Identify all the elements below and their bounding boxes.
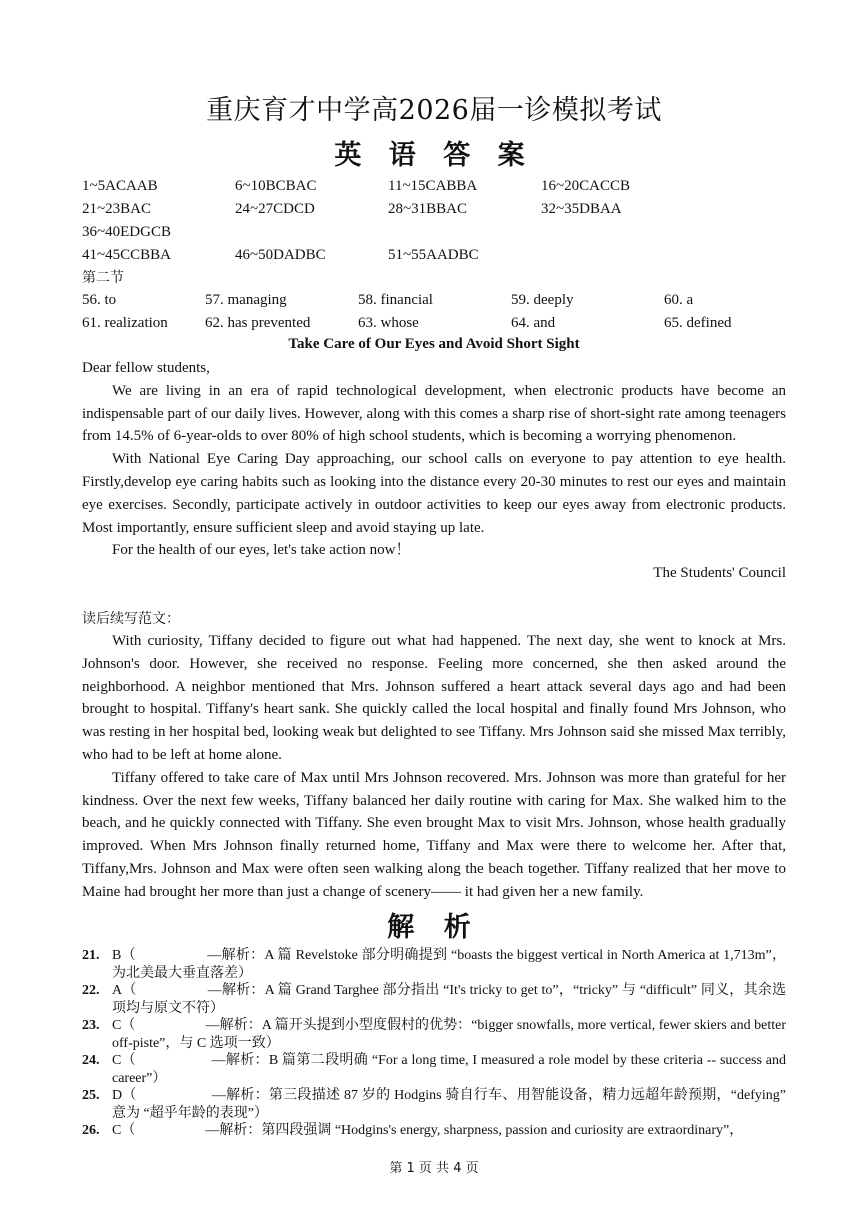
answer-key-heading: 英 语 答 案 [334, 140, 534, 171]
page-footer: 第 1 页 共 4 页 [389, 1161, 479, 1176]
analysis-item [82, 1122, 786, 1140]
answer-group: 46~50DADBC [235, 247, 326, 263]
analysis-item [82, 982, 786, 1017]
analysis-text: C（ —解析：B 篇第二段明确 “For a long time, I measured a role model by these criteria -- success and career”） [112, 1053, 786, 1086]
essay-paragraph: For the health of our eyes, let's take action now！ [112, 542, 411, 559]
question-number: 22. [82, 983, 100, 998]
fill-answer: 63. whose [358, 315, 419, 331]
fill-answer: 62. has prevented [205, 315, 311, 331]
fill-answer: 64. and [511, 315, 556, 331]
question-number: 24. [82, 1053, 100, 1068]
answer-group: 28~31BBAC [388, 201, 467, 217]
analysis-item [82, 1017, 786, 1052]
analysis-item [82, 1087, 786, 1122]
fill-answer: 57. managing [205, 292, 287, 308]
answer-group: 32~35DBAA [541, 201, 622, 217]
answer-group: 51~55AADBC [388, 247, 479, 263]
essay-body [82, 357, 786, 585]
question-number: 23. [82, 1018, 100, 1033]
answer-group: 1~5ACAAB [82, 178, 158, 194]
question-number: 26. [82, 1123, 100, 1138]
analysis-text: D（ —解析：第三段描述 87 岁的 Hodgins 骑自行车、用智能设备，精力远超年龄预期，“defying” 意为 “超乎年龄的表现”） [112, 1088, 786, 1121]
essay-greeting: Dear fellow students, [82, 360, 210, 376]
answer-group: 41~45CCBBA [82, 247, 171, 263]
analysis-heading: 解 析 [387, 912, 481, 943]
essay-paragraph: With National Eye Caring Day approaching, our school calls on everyone to pay attention to eye health. Firstly,develop eye caring habits such as looking into the distance every 20-30 minutes to rest our eyes and maintain eye exercises. Secondly, participate actively in outdoor activities to keep our eyes away from electronic products. Most importantly, ensure sufficient sleep and avoid staying up late. [82, 451, 786, 536]
essay-signature: The Students' Council [653, 565, 786, 582]
question-number: 25. [82, 1088, 100, 1103]
fill-answer: 60. a [664, 292, 694, 308]
continuation-paragraph: Tiffany offered to take care of Max until Mrs Johnson recovered. Mrs. Johnson was more than grateful for her kindness. Over the next few weeks, Tiffany balanced her daily routine with caring for Max. She walked him to the beach, and he quickly connected with Tiffany. She even brought Max to visit Mrs. Johnson, whose health gradually improved. When Mrs Johnson finally returned home, Tiffany and Max were there to welcome her. After that, Tiffany,Mrs. Johnson and Max were often seen walking along the beach together. Tiffany realized that her move to Maine had brought her more than just a change of scenery—— it had given her a new family. [82, 769, 786, 900]
fill-answer: 59. deeply [511, 292, 574, 308]
section-two-label: 第二节 [82, 270, 124, 286]
answer-group: 6~10BCBAC [235, 178, 317, 194]
fill-answer: 65. defined [664, 315, 732, 331]
essay-paragraph: We are living in an era of rapid technological development, when electronic products have become an indispensable part of our daily lives. However, along with this comes a sharp rise of short-sight rate among teenagers from 14.5% of 6-year-olds to over 80% of high school students, which is becoming a worrying phenomenon. [82, 382, 786, 445]
continuation-body [82, 630, 786, 904]
answer-group: 21~23BAC [82, 201, 151, 217]
answer-group: 11~15CABBA [388, 178, 478, 194]
continuation-paragraph: With curiosity, Tiffany decided to figure out what had happened. The next day, she went to knock at Mrs. Johnson's door. However, she received no response. Feeling more concerned, she then asked around the neighborhood. A neighbor mentioned that Mrs. Johnson suffered a heart attack several days ago and had been brought to hospital. Tiffany's heart sank. She quickly called the local hospital and finally found Mrs Johnson, who was resting in her hospital bed, looking weak but delighted to see Tiffany. Mrs Johnson said she missed Max terribly, who had to be left at home alone. [82, 633, 786, 763]
continuation-label: 读后续写范文： [82, 611, 180, 627]
analysis-text: A（ —解析：A 篇 Grand Targhee 部分指出 “It's tricky to get to”，“tricky” 与 “difficult” 同义，其余选项均与原文不符） [112, 983, 786, 1016]
answer-group: 24~27CDCD [235, 201, 315, 217]
answer-group: 36~40EDGCB [82, 224, 171, 240]
fill-answer: 56. to [82, 292, 117, 308]
analysis-text: C（ —解析：A 篇开头提到小型度假村的优势：“bigger snowfalls, more vertical, fewer skiers and better off-piste”，与 C 选项一致） [112, 1018, 786, 1051]
question-number: 21. [82, 948, 100, 963]
fill-answer: 58. financial [358, 292, 433, 308]
essay-title: Take Care of Our Eyes and Avoid Short Sight [288, 336, 580, 352]
analysis-item [82, 1052, 786, 1087]
fill-answer: 61. realization [82, 315, 168, 331]
analysis-text: C（ —解析：第四段强调 “Hodgins's energy, sharpness, passion and curiosity are extraordinary”， [112, 1123, 744, 1138]
answer-group: 16~20CACCB [541, 178, 630, 194]
exam-title: 重庆育才中学高2026届一诊模拟考试 [206, 95, 662, 126]
analysis-text: B（ —解析：A 篇 Revelstoke 部分明确提到 “boasts the biggest vertical in North America at 1,713m”，为北美最大垂直落差） [112, 948, 786, 981]
analysis-item [82, 947, 786, 982]
